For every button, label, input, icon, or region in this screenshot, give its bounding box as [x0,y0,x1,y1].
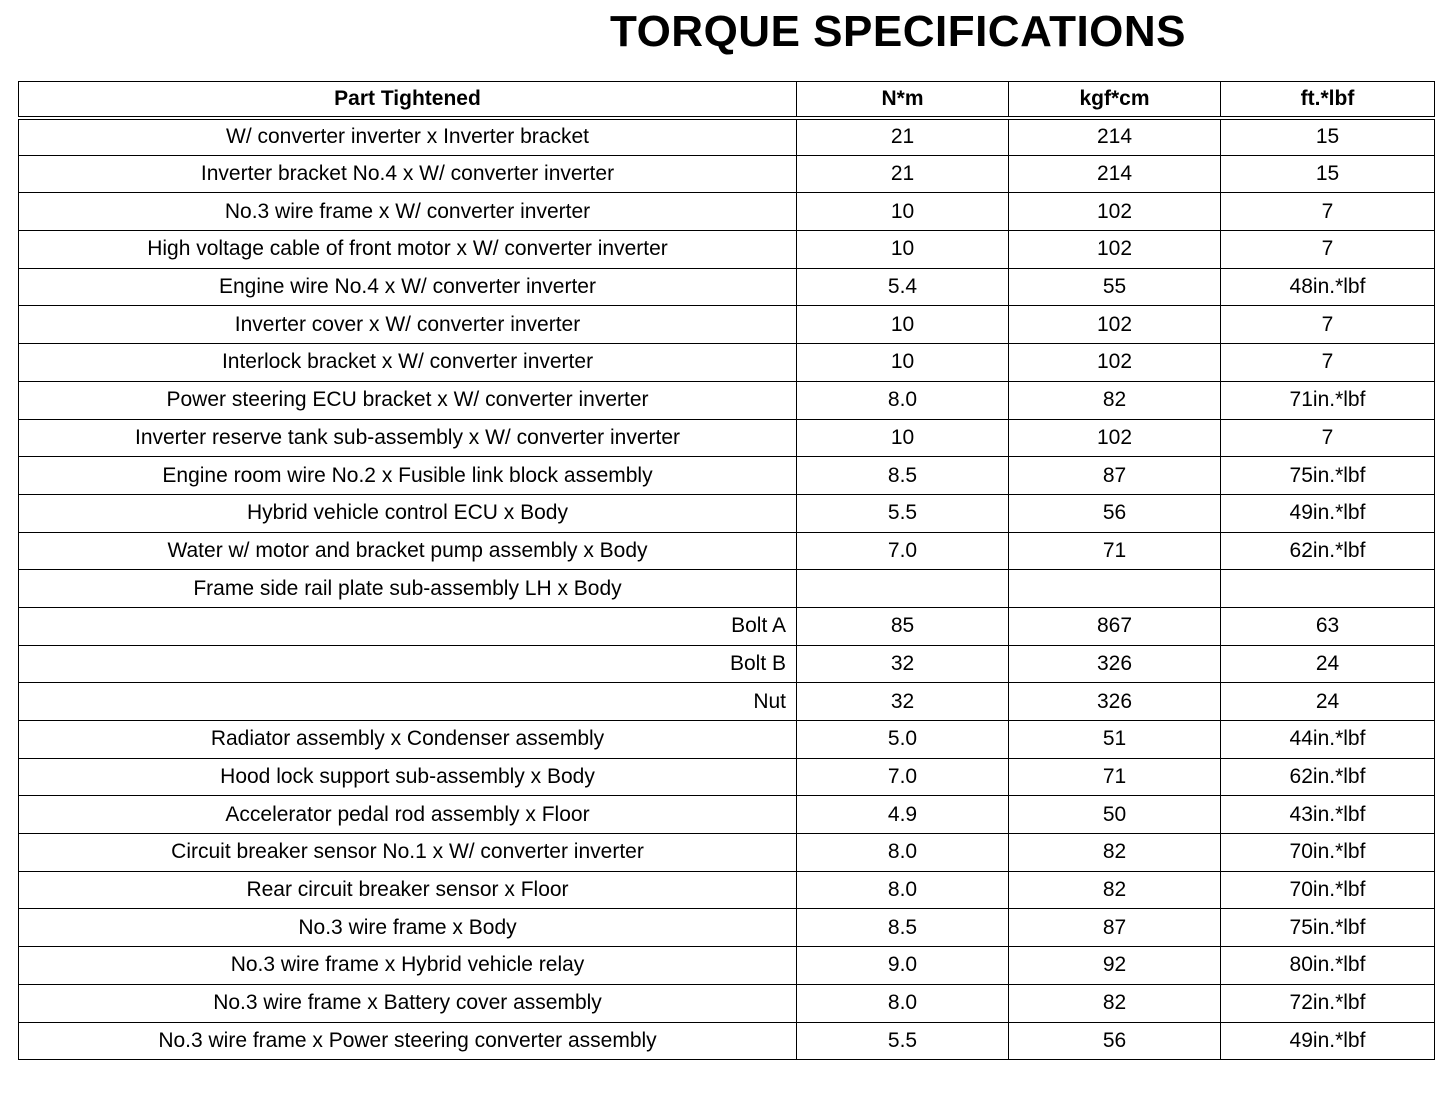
table-row [19,607,1435,645]
kgfcm-cell: 71 [1009,532,1221,570]
nm-cell: 10 [797,344,1009,382]
kgfcm-cell: 326 [1009,645,1221,683]
part-cell: No.3 wire frame x Body [19,909,797,947]
ftlbf-cell: 7 [1221,231,1435,269]
part-cell: Bolt B [19,645,797,683]
part-cell: Inverter cover x W/ converter inverter [19,306,797,344]
nm-cell: 32 [797,645,1009,683]
torque-table [18,81,1435,1060]
ftlbf-cell: 62in.*lbf [1221,758,1435,796]
kgfcm-cell: 82 [1009,984,1221,1022]
nm-cell: 8.0 [797,381,1009,419]
kgfcm-cell: 867 [1009,607,1221,645]
table-row [19,155,1435,193]
nm-cell: 10 [797,419,1009,457]
nm-cell: 8.5 [797,457,1009,495]
table-row [19,306,1435,344]
table-body [19,118,1435,1060]
table-row [19,645,1435,683]
part-cell: Accelerator pedal rod assembly x Floor [19,796,797,834]
kgfcm-cell: 102 [1009,306,1221,344]
table-header [19,82,1435,118]
ftlbf-cell [1221,570,1435,608]
kgfcm-cell: 326 [1009,683,1221,721]
part-cell: Power steering ECU bracket x W/ converter inverter [19,381,797,419]
ftlbf-cell: 7 [1221,193,1435,231]
nm-cell: 5.4 [797,268,1009,306]
ftlbf-cell: 75in.*lbf [1221,909,1435,947]
kgfcm-cell: 214 [1009,118,1221,156]
kgfcm-cell: 92 [1009,947,1221,985]
kgfcm-cell: 102 [1009,419,1221,457]
part-cell: Water w/ motor and bracket pump assembly x Body [19,532,797,570]
nm-cell: 8.0 [797,984,1009,1022]
table-row [19,834,1435,872]
kgfcm-cell: 50 [1009,796,1221,834]
table-row [19,721,1435,759]
ftlbf-cell: 49in.*lbf [1221,494,1435,532]
nm-cell: 85 [797,607,1009,645]
ftlbf-cell: 62in.*lbf [1221,532,1435,570]
table-row [19,419,1435,457]
nm-cell: 4.9 [797,796,1009,834]
table-row [19,231,1435,269]
part-cell: High voltage cable of front motor x W/ converter inverter [19,231,797,269]
table-row [19,381,1435,419]
ftlbf-cell: 49in.*lbf [1221,1022,1435,1060]
nm-cell: 7.0 [797,758,1009,796]
kgfcm-cell: 55 [1009,268,1221,306]
kgfcm-cell: 87 [1009,909,1221,947]
part-cell: W/ converter inverter x Inverter bracket [19,118,797,156]
nm-cell [797,570,1009,608]
ftlbf-cell: 70in.*lbf [1221,834,1435,872]
table-row [19,268,1435,306]
part-cell: Circuit breaker sensor No.1 x W/ converter inverter [19,834,797,872]
header-ftlbf: ft.*lbf [1221,82,1435,118]
nm-cell: 8.5 [797,909,1009,947]
table-row [19,193,1435,231]
table-row [19,494,1435,532]
part-cell: Frame side rail plate sub-assembly LH x Body [19,570,797,608]
kgfcm-cell: 51 [1009,721,1221,759]
nm-cell: 32 [797,683,1009,721]
nm-cell: 9.0 [797,947,1009,985]
nm-cell: 21 [797,155,1009,193]
table-row [19,796,1435,834]
table-row [19,871,1435,909]
part-cell: Nut [19,683,797,721]
kgfcm-cell: 71 [1009,758,1221,796]
table-row [19,909,1435,947]
part-cell: No.3 wire frame x Power steering converter assembly [19,1022,797,1060]
table-row [19,758,1435,796]
nm-cell: 7.0 [797,532,1009,570]
page-title: TORQUE SPECIFICATIONS [610,7,1187,56]
nm-cell: 10 [797,193,1009,231]
part-cell: Inverter reserve tank sub-assembly x W/ converter inverter [19,419,797,457]
ftlbf-cell: 43in.*lbf [1221,796,1435,834]
ftlbf-cell: 15 [1221,155,1435,193]
part-cell: Interlock bracket x W/ converter inverter [19,344,797,382]
nm-cell: 5.0 [797,721,1009,759]
kgfcm-cell: 102 [1009,344,1221,382]
kgfcm-cell: 87 [1009,457,1221,495]
table-row [19,570,1435,608]
header-kgfcm: kgf*cm [1009,82,1221,118]
nm-cell: 8.0 [797,834,1009,872]
ftlbf-cell: 7 [1221,419,1435,457]
part-cell: Hybrid vehicle control ECU x Body [19,494,797,532]
part-cell: Hood lock support sub-assembly x Body [19,758,797,796]
ftlbf-cell: 44in.*lbf [1221,721,1435,759]
kgfcm-cell: 82 [1009,381,1221,419]
ftlbf-cell: 72in.*lbf [1221,984,1435,1022]
part-cell: Radiator assembly x Condenser assembly [19,721,797,759]
nm-cell: 5.5 [797,1022,1009,1060]
table-row [19,344,1435,382]
table-row [19,457,1435,495]
part-cell: No.3 wire frame x W/ converter inverter [19,193,797,231]
header-nm: N*m [797,82,1009,118]
part-cell: Engine room wire No.2 x Fusible link block assembly [19,457,797,495]
header-row [19,82,1435,118]
part-cell: Inverter bracket No.4 x W/ converter inverter [19,155,797,193]
ftlbf-cell: 15 [1221,118,1435,156]
kgfcm-cell: 82 [1009,834,1221,872]
ftlbf-cell: 48in.*lbf [1221,268,1435,306]
ftlbf-cell: 80in.*lbf [1221,947,1435,985]
kgfcm-cell: 214 [1009,155,1221,193]
kgfcm-cell: 102 [1009,231,1221,269]
nm-cell: 8.0 [797,871,1009,909]
kgfcm-cell: 102 [1009,193,1221,231]
part-cell: Rear circuit breaker sensor x Floor [19,871,797,909]
kgfcm-cell: 56 [1009,1022,1221,1060]
kgfcm-cell [1009,570,1221,608]
ftlbf-cell: 71in.*lbf [1221,381,1435,419]
ftlbf-cell: 24 [1221,683,1435,721]
header-part-tightened: Part Tightened [19,82,797,118]
table-row [19,1022,1435,1060]
part-cell: Engine wire No.4 x W/ converter inverter [19,268,797,306]
nm-cell: 21 [797,118,1009,156]
table-row [19,118,1435,156]
nm-cell: 5.5 [797,494,1009,532]
ftlbf-cell: 70in.*lbf [1221,871,1435,909]
kgfcm-cell: 56 [1009,494,1221,532]
ftlbf-cell: 24 [1221,645,1435,683]
ftlbf-cell: 75in.*lbf [1221,457,1435,495]
part-cell: No.3 wire frame x Battery cover assembly [19,984,797,1022]
table-row [19,683,1435,721]
table-row [19,984,1435,1022]
table-row [19,532,1435,570]
part-cell: No.3 wire frame x Hybrid vehicle relay [19,947,797,985]
part-cell: Bolt A [19,607,797,645]
kgfcm-cell: 82 [1009,871,1221,909]
ftlbf-cell: 7 [1221,306,1435,344]
nm-cell: 10 [797,231,1009,269]
ftlbf-cell: 63 [1221,607,1435,645]
nm-cell: 10 [797,306,1009,344]
ftlbf-cell: 7 [1221,344,1435,382]
table-row [19,947,1435,985]
